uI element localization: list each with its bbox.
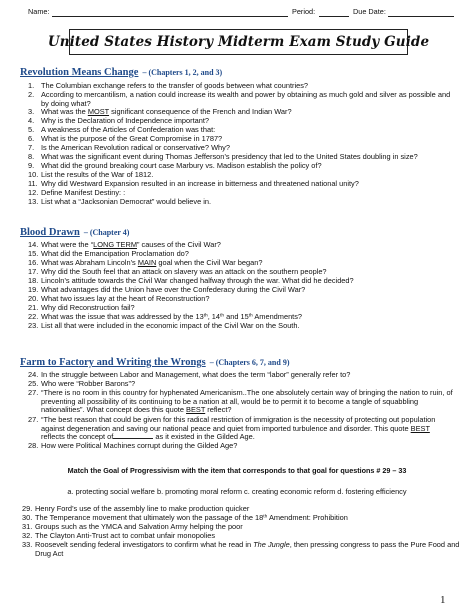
matching-options: a. protecting social welfare b. promoting moral reform c. creating economic reform d. fostering efficiency (67, 487, 407, 496)
question: 6. What is the purpose of the Great Compromise in 1787? (28, 134, 223, 143)
question: 22. What was the issue that was addressed by the 13th, 14th and 15th Amendments? (28, 312, 303, 321)
question: 24. In the struggle between Labor and Management, what does the term “labor” generally refer to? (28, 370, 351, 379)
question: 28. How were Political Machines corrupt during the Gilded Age? (28, 441, 238, 450)
question: 23. List all that were included in the economic impact of the Civil War on the South. (28, 321, 300, 330)
question: 2. According to mercantilism, a nation could increase its wealth and power by obtaining as much gold and silver as possible and by doing what? (28, 90, 451, 108)
question: 5. A weakness of the Articles of Confederation was that: (28, 125, 216, 134)
question: 21. Why did Reconstruction fail? (28, 303, 135, 312)
due-date-label: Due Date: (353, 7, 386, 16)
question: 10. List the results of the War of 1812. (28, 170, 154, 179)
matching-item: 30. The Temperance movement that ultimately won the passage of the 18th Amendment: Prohibition (22, 513, 348, 522)
section-chapters: – (Chapters 6, 7, and 9) (209, 358, 290, 367)
fill-in-blank[interactable] (113, 438, 153, 439)
question: 25. Who were “Robber Barons”? (28, 379, 136, 388)
question: 27. “There is no room in this country for hyphenated Americanism..The one absolutely certain way of bringing the nation to ruin, of preventing all possibility of its continuing to be a nation at all, would be to permit it to become a tangle of squabbling nationalities”. What concept does this quote BEST reflect? (28, 388, 453, 415)
name-field[interactable] (52, 16, 288, 17)
question: 19. What advantages did the Union have over the Confederacy during the Civil War? (28, 285, 306, 294)
question: 15. What did the Emancipation Proclamation do? (28, 249, 189, 258)
matching-item: 31. Groups such as the YMCA and Salvation Army helping the poor (22, 522, 243, 531)
section-title: Farm to Factory and Writing the Wrongs (20, 357, 206, 368)
question: 4. Why is the Declaration of Independence important? (28, 116, 210, 125)
section-heading-blood-drawn (20, 222, 129, 240)
question: 20. What two issues lay at the heart of Reconstruction? (28, 294, 210, 303)
section-chapters: – (Chapter 4) (83, 228, 130, 237)
question: 16. What was Abraham Lincoln’s MAIN goal when the Civil War began? (28, 258, 263, 267)
student-info-header (0, 7, 474, 19)
question: 13. List what a “Jacksonian Democrat” would believe in. (28, 197, 212, 206)
page-title: United States History Midterm Exam Study Guide (47, 34, 430, 50)
section-title: Revolution Means Change (20, 67, 139, 78)
title-box (47, 29, 430, 55)
section-heading-farm-to-factory (20, 352, 289, 370)
page-number: 1 (440, 594, 446, 606)
question: 8. What was the significant event during Thomas Jefferson’s presidency that led to the United States doubling in size? (28, 152, 418, 161)
matching-item: 33. Roosevelt sending federal investigators to confirm what he read in The Jungle, then pressing congress to pass the Pure Food and Drug Act (22, 540, 460, 558)
question: 18. Lincoln’s attitude towards the Civil War changed halfway through the war. What did he decided? (28, 276, 354, 285)
question: 9. What did the ground breaking court case Marbury vs. Madison establish the policy of? (28, 161, 322, 170)
section-heading-revolution (20, 62, 222, 80)
section-chapters: – (Chapters 1, 2, and 3) (142, 68, 223, 77)
question: 27. “The best reason that could be given for this radical restriction of immigration is the necessity of protecting out population against degeneration and saving our national peace and quiet from imported turbulence and disorder. This quote BEST reflects the concept of as it existed in the Gilded Age. (28, 415, 436, 442)
question: 17. Why did the South feel that an attack on slavery was an attack on the southern people? (28, 267, 327, 276)
period-field[interactable] (319, 16, 349, 17)
matching-item: 29. Henry Ford’s use of the assembly line to make production quicker (22, 504, 250, 513)
question: 7. Is the American Revolution radical or conservative? Why? (28, 143, 230, 152)
question: 12. Define Manifest Destiny: : (28, 188, 126, 197)
period-label: Period: (292, 7, 316, 16)
question: 3. What was the MOST significant consequence of the French and Indian War? (28, 107, 292, 116)
section-title: Blood Drawn (20, 227, 80, 238)
name-label: Name: (28, 7, 50, 16)
question: 1. The Columbian exchange refers to the transfer of goods between what countries? (28, 81, 309, 90)
question: 11. Why did Westward Expansion resulted in an increase in bitterness and threatened national unity? (28, 179, 359, 188)
question: 14. What were the “LONG TERM” causes of the Civil War? (28, 240, 221, 249)
due-date-field[interactable] (388, 16, 454, 17)
matching-instruction: Match the Goal of Progressivism with the item that corresponds to that goal for questions # 29 – 33 (67, 466, 407, 475)
matching-item: 32. The Clayton Anti-Trust act to combat unfair monopolies (22, 531, 216, 540)
